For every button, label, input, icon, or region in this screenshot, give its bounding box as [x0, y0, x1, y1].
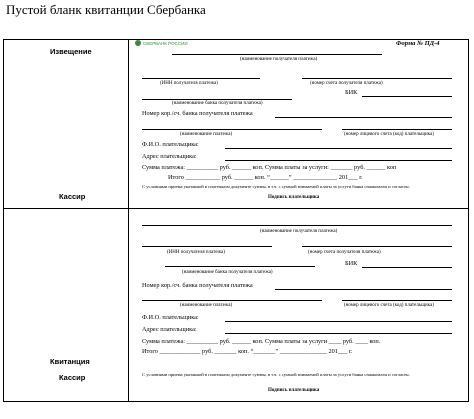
column-divider — [128, 40, 129, 401]
personal-account-caption-2: (номер лицевого счета (код) плательщика) — [344, 303, 434, 308]
payer-name-label: Ф.И.О. плательщика: — [142, 141, 199, 148]
payer-address-line-2 — [225, 333, 452, 334]
sum-payment-line-2: Сумма платежа: __________ руб. ______ коп. Сумма платы за услуги ____ руб. ____ коп. — [142, 338, 381, 345]
bank-name-caption: (наименование банка получателя платежа) — [172, 101, 263, 106]
payment-name-line — [142, 129, 322, 130]
corr-account-label-2: Номер кор./сч. банка получателя платежа — [142, 282, 253, 289]
cashier-label-top: Кассир — [59, 192, 86, 201]
account-caption-2: (номер счета получателя платежа) — [308, 250, 381, 255]
payer-name-line-2 — [225, 321, 452, 322]
bank-name-line — [142, 99, 292, 100]
total-line: Итого ___________ руб. ______ коп. “______” ______________ 201___ г. — [168, 174, 363, 181]
corr-account-line — [275, 117, 452, 118]
sberbank-logo-icon — [135, 40, 141, 46]
section-divider — [4, 208, 468, 209]
signature-label: Подпись плательщика — [268, 195, 320, 200]
corr-account-label: Номер кор./сч. банка получателя платежа — [142, 110, 253, 117]
account-line — [302, 78, 452, 79]
recipient-name-line — [172, 54, 382, 55]
recipient-name-caption-2: (наименование получателя платежа) — [260, 229, 338, 234]
payer-name-line — [225, 148, 452, 149]
total-line-2: Итого _____________ руб. _______ коп. “_______” _______________ 201___ г. — [142, 348, 353, 355]
payment-name-line-2 — [142, 300, 322, 301]
inn-line — [142, 78, 260, 79]
inn-caption: (ИНН получателя платежа) — [160, 81, 218, 86]
bik-label: БИК — [345, 89, 358, 96]
bank-name-caption-2: (наименование банка получателя платежа) — [182, 270, 273, 275]
recipient-name-caption: (наименование получателя платежа) — [240, 57, 318, 62]
logo-text: СБЕРБАНК РОССИИ — [143, 40, 188, 46]
account-line-2 — [302, 246, 452, 247]
notice-label: Извещение — [50, 47, 92, 56]
bik-line — [362, 96, 452, 97]
personal-account-caption: (номер лицевого счета (код) плательщика) — [344, 132, 434, 137]
bik-line-2 — [362, 267, 452, 268]
payer-name-label-2: Ф.И.О. плательщика: — [142, 314, 199, 321]
payment-name-caption: (наименование платежа) — [180, 132, 233, 137]
sum-payment-line: Сумма платежа: __________ руб. ______ коп. Сумма платы за услуги: _______ руб. ______ коп — [142, 164, 397, 171]
payer-address-label: Адрес плательщика: — [142, 153, 197, 160]
bik-label-2: БИК — [345, 260, 358, 267]
account-caption: (номер счета получателя платежа) — [310, 81, 383, 86]
terms-note-2: С условиями приема указанной в платежном документе суммы, в т.ч. с суммой взимаемой платы за услуги банка ознакомлен и согласен. — [142, 372, 410, 377]
form-number: Форма № ПД-4 — [396, 40, 440, 47]
sberbank-logo — [135, 40, 188, 46]
recipient-name-line-2 — [142, 225, 452, 226]
terms-note: С условиями приема указанной в платежном документе суммы, в т.ч. с суммой взимаемой платы за услуги банка ознакомлен и согласен. — [142, 184, 410, 189]
corr-account-line-2 — [275, 289, 452, 290]
receipt-label: Квитанция — [50, 357, 90, 366]
personal-account-line — [342, 129, 452, 130]
signature-label-2: Подпись плательщика — [268, 388, 320, 393]
payer-address-line — [225, 160, 452, 161]
inn-caption-2: (ИНН получателя платежа) — [167, 250, 225, 255]
bank-name-line-2 — [165, 266, 315, 267]
cashier-label-bottom: Кассир — [59, 373, 86, 382]
payer-address-label-2: Адрес плательщика: — [142, 326, 197, 333]
page-title: Пустой бланк квитанции Сбербанка — [6, 2, 206, 17]
personal-account-line-2 — [342, 300, 452, 301]
payment-name-caption-2: (наименование платежа) — [180, 303, 233, 308]
inn-line-2 — [142, 246, 272, 247]
